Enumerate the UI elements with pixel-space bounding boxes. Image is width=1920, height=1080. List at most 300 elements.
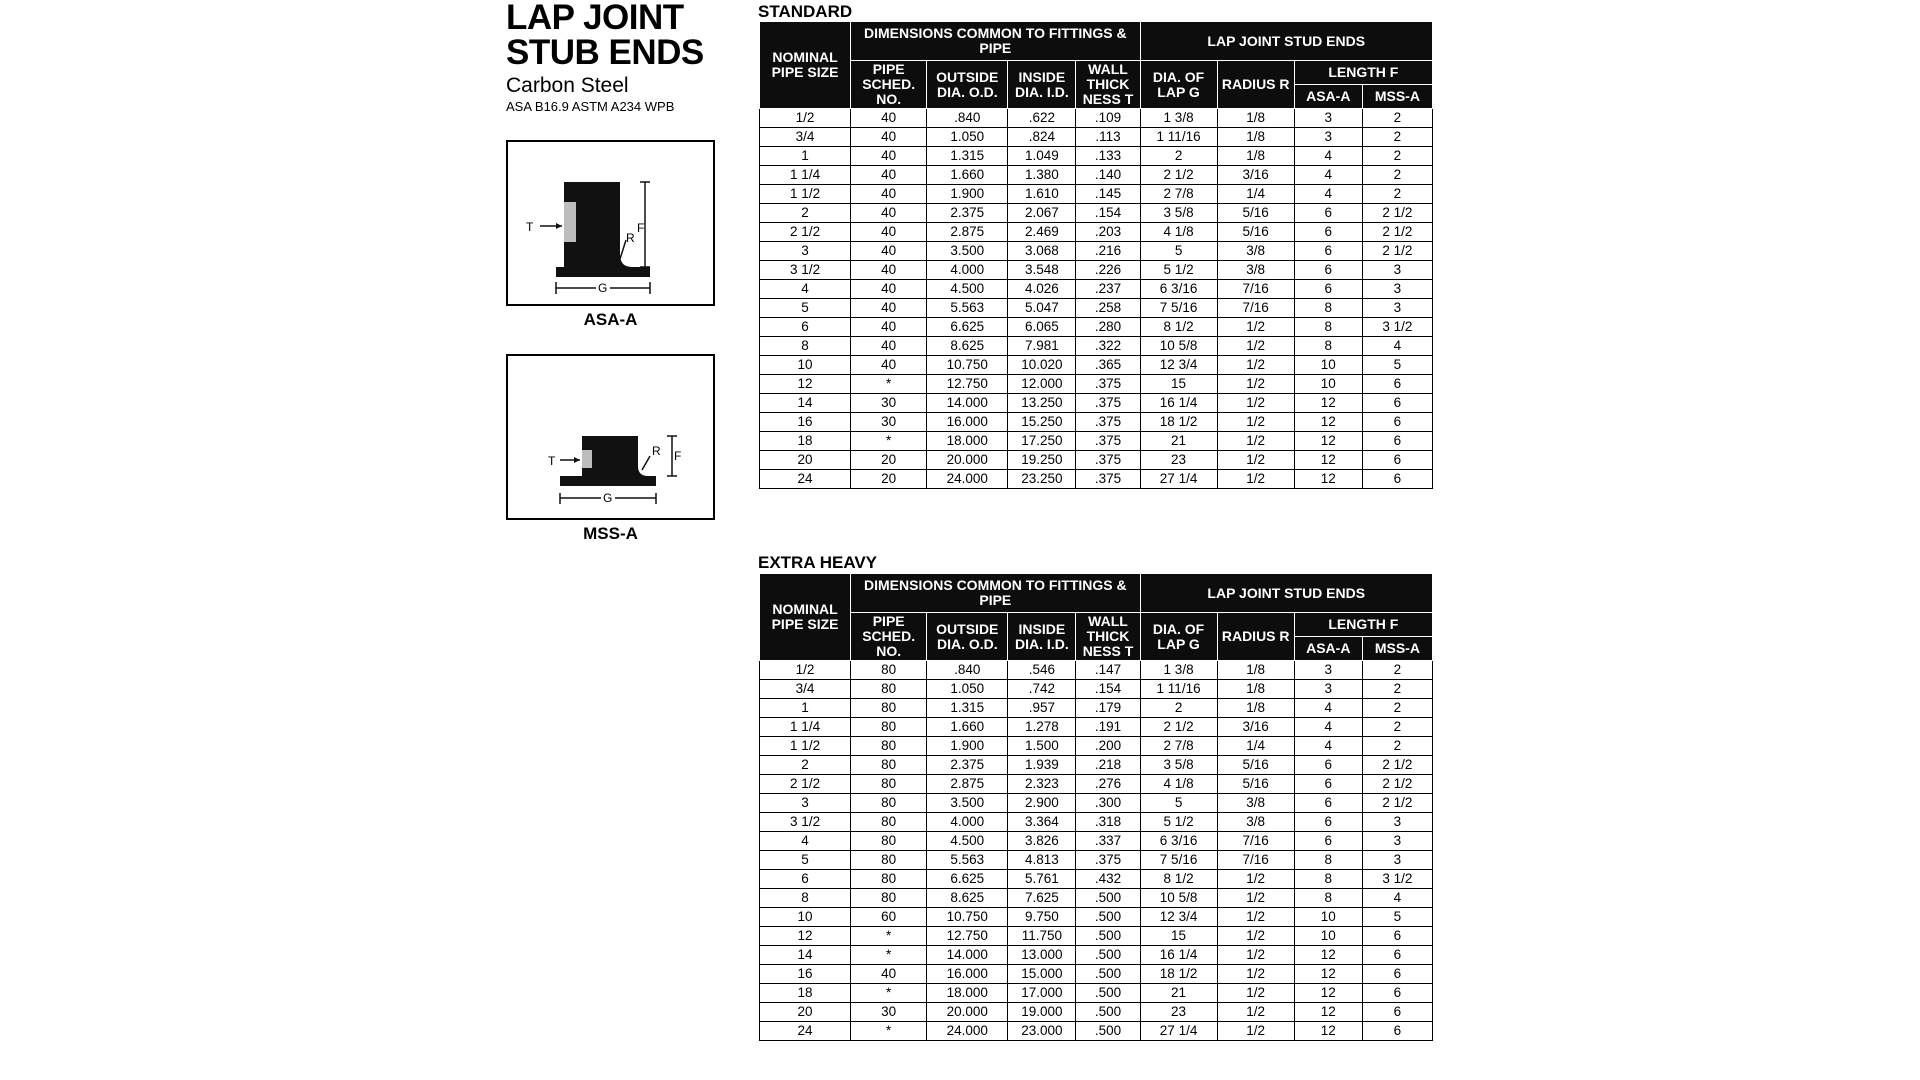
table-cell: .546 — [1008, 661, 1076, 680]
table-cell: * — [851, 432, 927, 451]
table-cell: 6 — [760, 870, 851, 889]
table-cell: .191 — [1076, 718, 1140, 737]
table-cell: 8 — [1294, 337, 1362, 356]
table-cell: 1/2 — [1217, 870, 1294, 889]
table-cell: 40 — [851, 147, 927, 166]
table-cell: 5 — [1362, 908, 1432, 927]
header-length: LENGTH F — [1294, 613, 1432, 637]
table-cell: 80 — [851, 718, 927, 737]
table-cell: 23 — [1140, 1003, 1217, 1022]
table-cell: 10 — [760, 356, 851, 375]
table-cell: 2 1/2 — [1362, 204, 1432, 223]
table-cell: 16.000 — [927, 413, 1008, 432]
table-cell: 4 — [760, 280, 851, 299]
table-cell: 2 7/8 — [1140, 737, 1217, 756]
table-row — [760, 946, 1433, 965]
table-cell: 5.047 — [1008, 299, 1076, 318]
table-cell: * — [851, 984, 927, 1003]
table-cell: 1 1/4 — [760, 718, 851, 737]
table-cell: 6 — [1362, 470, 1432, 489]
table-cell: 3/16 — [1217, 718, 1294, 737]
table-cell: 6 — [1362, 984, 1432, 1003]
table-cell: 3 — [1294, 661, 1362, 680]
table-cell: 21 — [1140, 984, 1217, 1003]
table-cell: 6 — [1294, 280, 1362, 299]
table-cell: 12 — [1294, 1003, 1362, 1022]
table-cell: 18.000 — [927, 984, 1008, 1003]
table-cell: 8 — [1294, 299, 1362, 318]
table-cell: 40 — [851, 223, 927, 242]
table-cell: 1/2 — [1217, 470, 1294, 489]
table-cell: 3 — [1362, 299, 1432, 318]
mss-a-drawing — [508, 356, 713, 518]
table-cell: .109 — [1076, 109, 1140, 128]
table-row — [760, 394, 1433, 413]
table-cell: 18.000 — [927, 432, 1008, 451]
table-cell: .147 — [1076, 661, 1140, 680]
table-row — [760, 661, 1433, 680]
table-cell: 2 1/2 — [1140, 166, 1217, 185]
table-cell: 12 — [1294, 984, 1362, 1003]
table-row — [760, 870, 1433, 889]
table-cell: 1/2 — [760, 661, 851, 680]
table-cell: 1 3/8 — [1140, 661, 1217, 680]
table-cell: 20.000 — [927, 451, 1008, 470]
table-cell: 5 — [1140, 242, 1217, 261]
table-cell: 1.900 — [927, 737, 1008, 756]
header-radius: RADIUS R — [1217, 61, 1294, 109]
lap-flange — [560, 476, 656, 486]
table-row — [760, 756, 1433, 775]
f-label: F — [674, 449, 682, 463]
table-cell: 6 — [1294, 756, 1362, 775]
table-cell: .318 — [1076, 813, 1140, 832]
table-cell: 5/16 — [1217, 756, 1294, 775]
table-cell: 40 — [851, 965, 927, 984]
table-cell: .203 — [1076, 223, 1140, 242]
table-cell: 3/4 — [760, 680, 851, 699]
mss-a-caption: MSS-A — [583, 524, 638, 543]
t-label: T — [526, 220, 534, 234]
table-cell: 4 — [1294, 699, 1362, 718]
table-cell: 6 — [1362, 1003, 1432, 1022]
table-cell: 2 1/2 — [1140, 718, 1217, 737]
table-row — [760, 737, 1433, 756]
table-cell: 12 — [1294, 965, 1362, 984]
asa-a-caption: ASA-A — [583, 310, 638, 329]
table-cell: 12 — [1294, 451, 1362, 470]
g-label: G — [603, 491, 613, 505]
table-cell: .375 — [1076, 451, 1140, 470]
header-od: OUTSIDE DIA. O.D. — [927, 61, 1008, 109]
table-cell: 7 5/16 — [1140, 299, 1217, 318]
table-row — [760, 470, 1433, 489]
header-asa: ASA-A — [1294, 637, 1362, 661]
table-cell: 6 — [1294, 204, 1362, 223]
table-cell: 3/8 — [1217, 261, 1294, 280]
table-cell: .154 — [1076, 680, 1140, 699]
table-cell: 2 — [1362, 147, 1432, 166]
table-row — [760, 318, 1433, 337]
table-cell: .840 — [927, 109, 1008, 128]
table-cell: 4.500 — [927, 280, 1008, 299]
table-row — [760, 356, 1433, 375]
header-sched: PIPE SCHED. NO. — [851, 61, 927, 109]
table-cell: 8 — [1294, 318, 1362, 337]
table-cell: 1.049 — [1008, 147, 1076, 166]
lap-flange — [556, 267, 650, 277]
table-cell: 4 — [1362, 337, 1432, 356]
table-cell: 8 1/2 — [1140, 870, 1217, 889]
table-row — [760, 794, 1433, 813]
table-cell: 2 1/2 — [1362, 775, 1432, 794]
table-cell: 80 — [851, 870, 927, 889]
table-cell: 30 — [851, 394, 927, 413]
table-cell: 1/2 — [1217, 394, 1294, 413]
table-cell: 10 — [1294, 908, 1362, 927]
table-cell: .622 — [1008, 109, 1076, 128]
table-cell: 4 1/8 — [1140, 775, 1217, 794]
table-cell: 4 1/8 — [1140, 223, 1217, 242]
asa-a-drawing — [508, 142, 713, 304]
table-cell: 80 — [851, 851, 927, 870]
table-row — [760, 889, 1433, 908]
table-cell: 1.050 — [927, 128, 1008, 147]
table-cell: 10 5/8 — [1140, 337, 1217, 356]
table-cell: 3/4 — [760, 128, 851, 147]
table-cell: 12 — [760, 375, 851, 394]
table-cell: 2 1/2 — [1362, 756, 1432, 775]
table-cell: 6.625 — [927, 870, 1008, 889]
table-cell: 1/2 — [1217, 946, 1294, 965]
table-cell: 7.625 — [1008, 889, 1076, 908]
table-cell: .322 — [1076, 337, 1140, 356]
table-cell: 2 1/2 — [760, 775, 851, 794]
table-cell: 7/16 — [1217, 832, 1294, 851]
table-cell: 10.750 — [927, 908, 1008, 927]
table-cell: 3 — [1362, 813, 1432, 832]
table-cell: 2.469 — [1008, 223, 1076, 242]
table-row — [760, 775, 1433, 794]
table-cell: 2 — [1362, 128, 1432, 147]
table-cell: 12 — [1294, 470, 1362, 489]
table-cell: 3.826 — [1008, 832, 1076, 851]
table-cell: 18 — [760, 432, 851, 451]
table-row — [760, 718, 1433, 737]
table-cell: 16 1/4 — [1140, 946, 1217, 965]
table-cell: 40 — [851, 185, 927, 204]
title-line-2: STUB ENDS — [506, 33, 704, 72]
table-cell: 3/8 — [1217, 242, 1294, 261]
table-cell: 6 — [1294, 794, 1362, 813]
table-cell: 6 — [1362, 394, 1432, 413]
table-row — [760, 451, 1433, 470]
table-cell: 40 — [851, 261, 927, 280]
table-cell: 10 — [1294, 375, 1362, 394]
table-cell: 4.026 — [1008, 280, 1076, 299]
table-cell: .840 — [927, 661, 1008, 680]
header-lap-dia: DIA. OF LAP G — [1140, 613, 1217, 661]
table-cell: 1/8 — [1217, 109, 1294, 128]
table-cell: 1/2 — [1217, 908, 1294, 927]
table-cell: 1.050 — [927, 680, 1008, 699]
table-cell: 1/2 — [1217, 451, 1294, 470]
product-info — [506, 0, 721, 114]
table-cell: 14 — [760, 946, 851, 965]
table-cell: 20 — [851, 451, 927, 470]
table-cell: .375 — [1076, 413, 1140, 432]
table-row — [760, 813, 1433, 832]
table-cell: 15.250 — [1008, 413, 1076, 432]
table-cell: 80 — [851, 813, 927, 832]
g-label: G — [598, 281, 608, 295]
table-cell: .280 — [1076, 318, 1140, 337]
table-cell: .337 — [1076, 832, 1140, 851]
radius-fillet — [620, 254, 632, 267]
table-cell: 12.750 — [927, 927, 1008, 946]
table-cell: 24.000 — [927, 1022, 1008, 1041]
table-cell: 3 1/2 — [760, 261, 851, 280]
table-cell: 80 — [851, 661, 927, 680]
table-cell: 3 — [1362, 851, 1432, 870]
table-cell: 80 — [851, 756, 927, 775]
table-cell: 1 3/8 — [1140, 109, 1217, 128]
table-cell: 6 — [1362, 375, 1432, 394]
table-cell: 18 1/2 — [1140, 413, 1217, 432]
table-cell: 16 — [760, 965, 851, 984]
table-row — [760, 1003, 1433, 1022]
header-stud-ends: LAP JOINT STUD ENDS — [1140, 22, 1432, 61]
table-cell: 3 — [1362, 832, 1432, 851]
table-cell: 1/4 — [1217, 185, 1294, 204]
table-cell: .140 — [1076, 166, 1140, 185]
table-row — [760, 185, 1433, 204]
table-cell: 2 — [1362, 699, 1432, 718]
table-cell: 1/2 — [1217, 984, 1294, 1003]
table-cell: 12 — [1294, 946, 1362, 965]
table-cell: 2 — [1362, 166, 1432, 185]
table-cell: .375 — [1076, 470, 1140, 489]
table-cell: .500 — [1076, 965, 1140, 984]
table-row — [760, 109, 1433, 128]
table-cell: 3 1/2 — [760, 813, 851, 832]
table-cell: 2 — [1362, 109, 1432, 128]
table-cell: 7/16 — [1217, 851, 1294, 870]
table-cell: 16 1/4 — [1140, 394, 1217, 413]
table-cell: 23.000 — [1008, 1022, 1076, 1041]
table-cell: 6 — [760, 318, 851, 337]
table-cell: 1/8 — [1217, 680, 1294, 699]
table-cell: 11.750 — [1008, 927, 1076, 946]
table-cell: .500 — [1076, 946, 1140, 965]
table-cell: 16 — [760, 413, 851, 432]
material-label: Carbon Steel — [506, 74, 629, 97]
table-row — [760, 1022, 1433, 1041]
table-cell: .500 — [1076, 908, 1140, 927]
table-cell: 13.000 — [1008, 946, 1076, 965]
table-cell: 8 — [760, 889, 851, 908]
table-cell: .179 — [1076, 699, 1140, 718]
table-cell: 18 1/2 — [1140, 965, 1217, 984]
table-row — [760, 375, 1433, 394]
table-cell: 12 — [760, 927, 851, 946]
table-cell: 80 — [851, 699, 927, 718]
table-cell: 6.065 — [1008, 318, 1076, 337]
header-mss: MSS-A — [1362, 85, 1432, 109]
table-cell: 2.323 — [1008, 775, 1076, 794]
table-cell: 40 — [851, 280, 927, 299]
table-cell: .375 — [1076, 394, 1140, 413]
table-cell: .365 — [1076, 356, 1140, 375]
table-cell: .113 — [1076, 128, 1140, 147]
table-cell: 7.981 — [1008, 337, 1076, 356]
table-cell: 1 1/4 — [760, 166, 851, 185]
header-stud-ends: LAP JOINT STUD ENDS — [1140, 574, 1432, 613]
table-row — [760, 204, 1433, 223]
table-cell: 6 — [1362, 1022, 1432, 1041]
table-cell: .133 — [1076, 147, 1140, 166]
table-cell: .200 — [1076, 737, 1140, 756]
table-cell: * — [851, 927, 927, 946]
table-cell: 27 1/4 — [1140, 1022, 1217, 1041]
table-cell: 6 — [1294, 813, 1362, 832]
table-cell: 2 — [1362, 718, 1432, 737]
table-cell: 1.660 — [927, 166, 1008, 185]
table-cell: 4 — [1294, 737, 1362, 756]
table-cell: 2 1/2 — [1362, 242, 1432, 261]
table-cell: 2.375 — [927, 756, 1008, 775]
header-lap-dia: DIA. OF LAP G — [1140, 61, 1217, 109]
table-cell: 10.750 — [927, 356, 1008, 375]
table-cell: 12 — [1294, 413, 1362, 432]
table-cell: 5/16 — [1217, 223, 1294, 242]
table-cell: * — [851, 375, 927, 394]
table-row — [760, 242, 1433, 261]
table-cell: 80 — [851, 889, 927, 908]
table-cell: 2.875 — [927, 223, 1008, 242]
table-cell: 1/8 — [1217, 128, 1294, 147]
table-cell: 80 — [851, 737, 927, 756]
table-cell: 4 — [1362, 889, 1432, 908]
table-cell: 4 — [1294, 166, 1362, 185]
table-cell: 6 — [1294, 832, 1362, 851]
table-cell: 8 — [1294, 870, 1362, 889]
table-cell: 21 — [1140, 432, 1217, 451]
table-cell: 16.000 — [927, 965, 1008, 984]
table-cell: 5/16 — [1217, 775, 1294, 794]
table-cell: 3.068 — [1008, 242, 1076, 261]
extra-heavy-table-body — [760, 661, 1433, 1041]
table-cell: 40 — [851, 166, 927, 185]
table-cell: 40 — [851, 128, 927, 147]
table-cell: 1.500 — [1008, 737, 1076, 756]
table-cell: 1/2 — [1217, 318, 1294, 337]
table-row — [760, 984, 1433, 1003]
table-cell: 3.500 — [927, 242, 1008, 261]
table-cell: 2.067 — [1008, 204, 1076, 223]
table-cell: 1 11/16 — [1140, 680, 1217, 699]
table-cell: 15 — [1140, 927, 1217, 946]
table-cell: 7 5/16 — [1140, 851, 1217, 870]
table-cell: 1/2 — [1217, 337, 1294, 356]
table-cell: 12 — [1294, 1022, 1362, 1041]
table-cell: 5 — [1362, 356, 1432, 375]
table-cell: 12 3/4 — [1140, 356, 1217, 375]
table-cell: 13.250 — [1008, 394, 1076, 413]
table-cell: 3 — [760, 242, 851, 261]
table-cell: 1/2 — [1217, 965, 1294, 984]
r-label: R — [652, 444, 661, 458]
table-cell: 40 — [851, 109, 927, 128]
table-row — [760, 147, 1433, 166]
table-cell: 6 — [1362, 927, 1432, 946]
table-cell: .216 — [1076, 242, 1140, 261]
table-cell: .500 — [1076, 1022, 1140, 1041]
table-cell: 6 — [1362, 965, 1432, 984]
table-cell: 3 — [760, 794, 851, 813]
table-cell: 20.000 — [927, 1003, 1008, 1022]
table-cell: 1/2 — [760, 109, 851, 128]
table-cell: 2 — [1362, 185, 1432, 204]
table-row — [760, 337, 1433, 356]
table-cell: 3.548 — [1008, 261, 1076, 280]
table-row — [760, 927, 1433, 946]
table-cell: .432 — [1076, 870, 1140, 889]
table-cell: 8.625 — [927, 889, 1008, 908]
table-cell: .258 — [1076, 299, 1140, 318]
standard-section-title: STANDARD — [758, 2, 853, 21]
table-cell: 3 — [1294, 680, 1362, 699]
table-cell: 5 — [760, 299, 851, 318]
table-cell: 80 — [851, 832, 927, 851]
page-title — [506, 0, 721, 70]
header-length: LENGTH F — [1294, 61, 1432, 85]
table-cell: 12 — [1294, 432, 1362, 451]
extra-heavy-section-title: EXTRA HEAVY — [758, 553, 878, 572]
table-cell: 23.250 — [1008, 470, 1076, 489]
table-cell: 2 — [760, 756, 851, 775]
table-cell: 3/8 — [1217, 794, 1294, 813]
table-row — [760, 908, 1433, 927]
table-cell: 3.500 — [927, 794, 1008, 813]
table-row — [760, 223, 1433, 242]
table-cell: 30 — [851, 1003, 927, 1022]
stub-base — [564, 252, 620, 268]
header-id: INSIDE DIA. I.D. — [1008, 61, 1076, 109]
table-row — [760, 851, 1433, 870]
standard-table — [759, 21, 1433, 489]
table-cell: 14 — [760, 394, 851, 413]
table-cell: 6 — [1294, 223, 1362, 242]
header-id: INSIDE DIA. I.D. — [1008, 613, 1076, 661]
t-arrowhead — [574, 457, 580, 463]
table-row — [760, 261, 1433, 280]
table-cell: 1/2 — [1217, 413, 1294, 432]
table-cell: 2 1/2 — [760, 223, 851, 242]
table-cell: 10 — [760, 908, 851, 927]
extra-heavy-table — [759, 573, 1433, 1041]
table-cell: 10 5/8 — [1140, 889, 1217, 908]
table-cell: 5.563 — [927, 851, 1008, 870]
r-leader — [642, 456, 650, 470]
f-label: F — [637, 221, 645, 235]
table-cell: 1 1/2 — [760, 185, 851, 204]
table-cell: 23 — [1140, 451, 1217, 470]
header-common-dimensions: DIMENSIONS COMMON TO FITTINGS & PIPE — [851, 22, 1140, 61]
table-cell: 1.900 — [927, 185, 1008, 204]
table-cell: 15.000 — [1008, 965, 1076, 984]
table-cell: 5 1/2 — [1140, 813, 1217, 832]
